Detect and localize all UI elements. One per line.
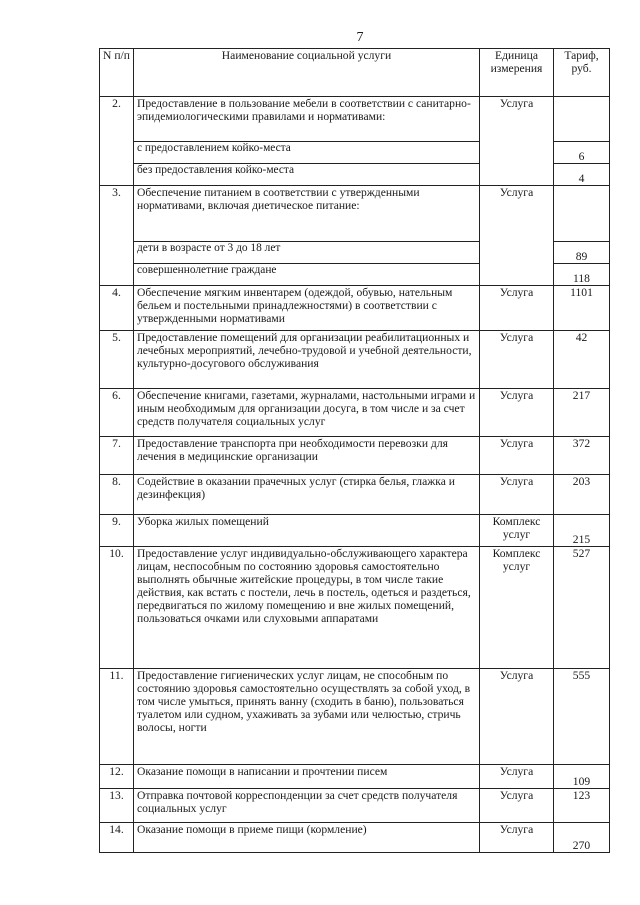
row-tariff: 203 <box>554 475 610 515</box>
page-number: 7 <box>356 30 364 45</box>
table-row <box>100 547 610 669</box>
row-num: 13. <box>100 789 134 823</box>
row-name: Предоставление в пользование мебели в соответствии с санитарно-эпидемиологическими правилами и нормативами: <box>134 97 480 142</box>
tariff-table <box>99 48 610 853</box>
row-name: Предоставление услуг индивидуально-обслуживающего характера лицам, неспособным по состоянию здоровья самостоятельно выполнять обычные житейские процедуры, в том числе такие действия, как встать с постели, лечь в постель, одеться и раздеться, передвигаться по жилому помещению и вне жилых помещений, пользоваться очками или слуховыми аппаратами <box>134 547 480 669</box>
row-num: 10. <box>100 547 134 669</box>
row-num: 3. <box>100 186 134 286</box>
row-name: Обеспечение мягким инвентарем (одеждой, обувью, нательным бельем и постельными принадлежностями) в соответствии с утвержденными нормативами <box>134 286 480 331</box>
row-name: Обеспечение питанием в соответствии с утвержденными нормативами, включая диетическое питание: <box>134 186 480 242</box>
row-unit: Услуга <box>480 389 554 437</box>
row-unit: Услуга <box>480 823 554 853</box>
row-tariff: 270 <box>554 823 610 853</box>
subrow-name: с предоставлением койко-места <box>134 142 480 164</box>
subrow-tariff: 4 <box>554 164 610 186</box>
row-name: Обеспечение книгами, газетами, журналами, настольными играми и иным необходимым для организации досуга, в том числе и за счет средств получателя социальных услуг <box>134 389 480 437</box>
row-tariff <box>554 97 610 142</box>
row-num: 2. <box>100 97 134 186</box>
table-row <box>100 475 610 515</box>
row-unit: Услуга <box>480 186 554 286</box>
row-unit: Услуга <box>480 765 554 789</box>
subrow-name: без предоставления койко-места <box>134 164 480 186</box>
row-unit: Комплекс услуг <box>480 547 554 669</box>
row-num: 14. <box>100 823 134 853</box>
row-name: Предоставление помещений для организации реабилитационных и лечебных мероприятий, лечебно-трудовой и учебной деятельности, культурно-досугового обслуживания <box>134 331 480 389</box>
table-row <box>100 515 610 547</box>
subrow-name: дети в возрасте от 3 до 18 лет <box>134 242 480 264</box>
row-tariff: 555 <box>554 669 610 765</box>
table-row <box>100 186 610 242</box>
table-row <box>100 97 610 142</box>
table-row <box>100 286 610 331</box>
table-row <box>100 331 610 389</box>
row-unit: Услуга <box>480 286 554 331</box>
row-name: Отправка почтовой корреспонденции за счет средств получателя социальных услуг <box>134 789 480 823</box>
table-row <box>100 389 610 437</box>
row-name: Содействие в оказании прачечных услуг (стирка белья, глажка и дезинфекция) <box>134 475 480 515</box>
row-tariff: 1101 <box>554 286 610 331</box>
row-num: 12. <box>100 765 134 789</box>
row-unit: Услуга <box>480 437 554 475</box>
row-name: Предоставление гигиенических услуг лицам, не способным по состоянию здоровья самостоятельно осуществлять за собой уход, в том числе умыться, принять ванну (сходить в баню), пользоваться туалетом или судном, ухаживать за зубами или челюстью, стричь волосы, ногти <box>134 669 480 765</box>
table-row <box>100 789 610 823</box>
header-unit: Единица измерения <box>480 49 554 97</box>
row-tariff: 217 <box>554 389 610 437</box>
subrow-name: совершеннолетние граждане <box>134 264 480 286</box>
row-unit: Услуга <box>480 97 554 186</box>
table-row <box>100 823 610 853</box>
table-row <box>100 765 610 789</box>
row-tariff: 123 <box>554 789 610 823</box>
row-tariff: 42 <box>554 331 610 389</box>
row-num: 7. <box>100 437 134 475</box>
row-tariff: 215 <box>554 515 610 547</box>
row-tariff: 372 <box>554 437 610 475</box>
subrow-tariff: 6 <box>554 142 610 164</box>
row-num: 9. <box>100 515 134 547</box>
row-num: 5. <box>100 331 134 389</box>
row-unit: Услуга <box>480 669 554 765</box>
row-name: Оказание помощи в написании и прочтении писем <box>134 765 480 789</box>
table-row <box>100 437 610 475</box>
table-row <box>100 669 610 765</box>
row-tariff: 109 <box>554 765 610 789</box>
row-name: Уборка жилых помещений <box>134 515 480 547</box>
row-unit: Услуга <box>480 789 554 823</box>
row-unit: Услуга <box>480 331 554 389</box>
header-name: Наименование социальной услуги <box>134 49 480 97</box>
row-name: Предоставление транспорта при необходимости перевозки для лечения в медицинские организации <box>134 437 480 475</box>
subrow-tariff: 89 <box>554 242 610 264</box>
table-header-row <box>100 49 610 97</box>
header-num: N п/п <box>100 49 134 97</box>
row-name: Оказание помощи в приеме пищи (кормление) <box>134 823 480 853</box>
row-unit: Комплекс услуг <box>480 515 554 547</box>
header-tariff: Тариф, руб. <box>554 49 610 97</box>
row-num: 4. <box>100 286 134 331</box>
row-num: 6. <box>100 389 134 437</box>
subrow-tariff: 118 <box>554 264 610 286</box>
row-num: 11. <box>100 669 134 765</box>
row-unit: Услуга <box>480 475 554 515</box>
row-tariff: 527 <box>554 547 610 669</box>
row-tariff <box>554 186 610 242</box>
row-num: 8. <box>100 475 134 515</box>
